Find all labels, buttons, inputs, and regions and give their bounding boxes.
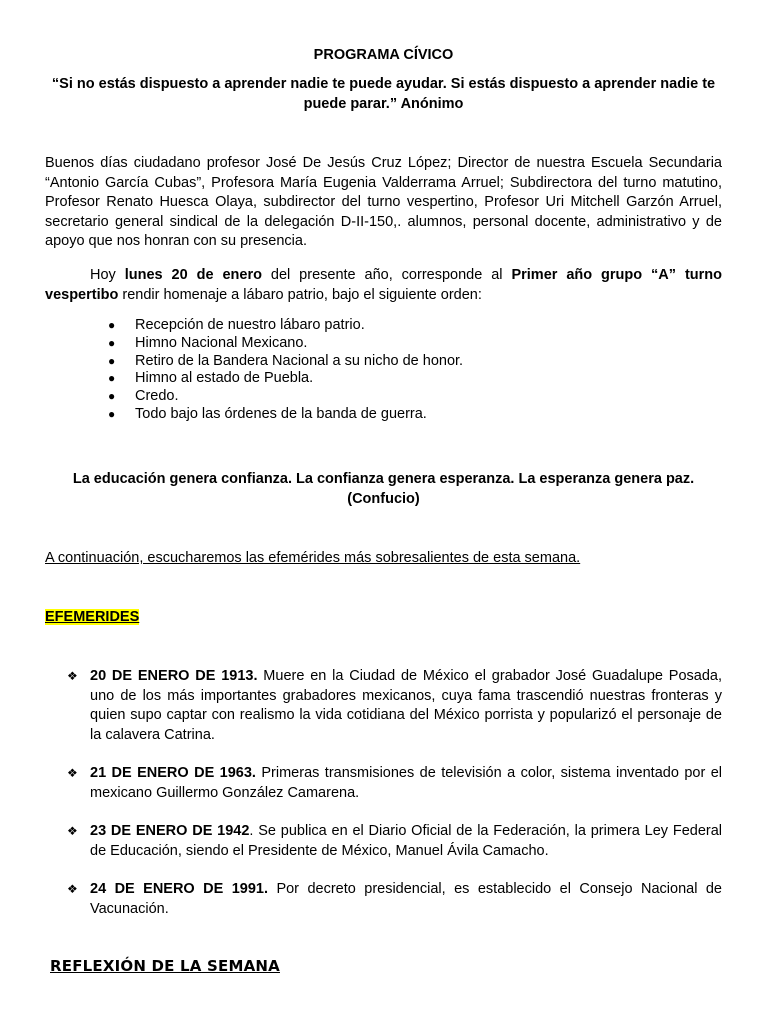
reflexion-heading: REFLEXIÓN DE LA SEMANA (50, 957, 280, 975)
greeting-paragraph: Buenos días ciudadano profesor José De Jesús Cruz López; Director de nuestra Escuela Secundaria “Antonio García Cubas”, Profesora María Eugenia Valderrama Arruel; Subdirectora del turno matutino, Profesor Renato Huesca Olaya, subdirector del turno vespertino, Profesor Uri Mitchell Garzón Arruel, secretario general sindical de la delegación D-II-150,. alumnos, personal docente, administrativo y de apoyo que nos honran con su presencia. (45, 155, 722, 249)
list-item (108, 406, 708, 424)
opening-quote: “Si no estás dispuesto a aprender nadie te puede ayudar. Si estás dispuesto a aprender nadie te puede parar.” Anónimo (51, 76, 716, 112)
efemeride-item (67, 822, 722, 861)
confucio-quote: La educación genera confianza. La confianza genera esperanza. La esperanza genera paz. (Confucio) (72, 471, 695, 507)
list-item-text: Todo bajo las órdenes de la banda de guerra. (135, 405, 427, 422)
efemeride-text: Primeras transmisiones de televisión a color, sistema inventado por el mexicano Guillermo González Camarena. (90, 765, 722, 801)
diamond-bullet-icon: ❖ (67, 669, 78, 683)
efemeride-text: . Se publica en el Diario Oficial de la Federación, la primera Ley Federal de Educación, siendo el Presidente de México, Manuel Ávila Camacho. (90, 823, 722, 859)
list-item (108, 335, 708, 353)
efemeride-date: 21 DE ENERO DE 1963. (90, 765, 256, 781)
efemeride-text: Por decreto presidencial, es establecido el Consejo Nacional de Vacunación. (90, 881, 722, 917)
intro-text-3: rendir homenaje a lábaro patrio, bajo el siguiente orden: (118, 286, 482, 303)
list-item-text: Himno al estado de Puebla. (135, 370, 314, 387)
intro-group: Primer año grupo “A” turno vespertibo (45, 267, 722, 303)
diamond-bullet-icon: ❖ (67, 824, 78, 838)
efemeride-item (67, 880, 722, 919)
efemeride-date: 20 DE ENERO DE 1913. (90, 668, 258, 684)
efemeride-text: Muere en la Ciudad de México el grabador José Guadalupe Posada, uno de los más importantes grabadores mexicanos, cuya fama trascendió nuestras fronteras y quien supo captar con realismo la vida cotidiana del México porrista y popularizó el personaje de la calavera Catrina. (90, 668, 722, 743)
list-item-text: Himno Nacional Mexicano. (135, 334, 308, 351)
bullet-icon: ● (108, 406, 116, 421)
bullet-icon: ● (108, 371, 116, 386)
efemeride-date: 24 DE ENERO DE 1991. (90, 881, 269, 897)
bullet-icon: ● (108, 318, 116, 332)
diamond-bullet-icon: ❖ (67, 882, 78, 896)
list-item-text: Credo. (135, 388, 179, 405)
list-item-text: Retiro de la Bandera Nacional a su nicho de honor. (135, 352, 464, 369)
bullet-icon: ● (108, 335, 116, 350)
intro-paragraph (45, 266, 722, 305)
efemerides-heading (45, 608, 722, 628)
continuation-text: A continuación, escucharemos las efemérides más sobresalientes de esta semana. (45, 550, 581, 566)
list-item (108, 388, 708, 406)
efemerides-heading-text: EFEMERIDES (45, 609, 140, 625)
intro-text-2: del presente año, corresponde al (261, 267, 512, 283)
list-item (108, 370, 708, 388)
intro-text-1: Hoy (90, 267, 125, 283)
bullet-icon: ● (108, 389, 116, 404)
list-item (108, 317, 708, 335)
document-title: PROGRAMA CÍVICO (313, 47, 454, 63)
efemeride-item (67, 764, 722, 803)
list-item (108, 353, 708, 371)
ceremony-order-list (108, 317, 708, 424)
efemeride-item (67, 667, 722, 745)
intro-date: lunes 20 de enero (124, 267, 262, 283)
bullet-icon: ● (108, 353, 116, 368)
list-item-text: Recepción de nuestro lábaro patrio. (135, 317, 365, 333)
efemeride-date: 23 DE ENERO DE 1942 (90, 823, 250, 839)
diamond-bullet-icon: ❖ (67, 766, 78, 780)
